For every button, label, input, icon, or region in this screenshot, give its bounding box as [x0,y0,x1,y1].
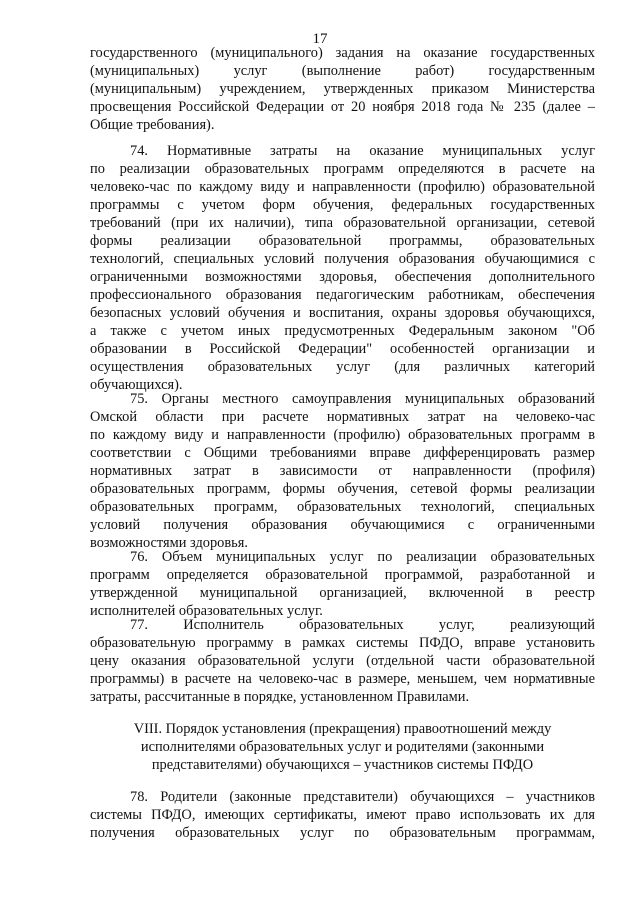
text-line: программы) в расчете на человеко-час в размере, меньшем, чем нормативные [90,671,595,687]
text-line: безопасных условий обучения и воспитания, охраны здоровья обучающихся, [90,305,595,321]
text-line: образовательных программ, формы обучения, сетевой формы реализации [90,481,595,497]
text-line: государственного (муниципального) задания на оказание государственных [90,45,595,61]
text-line: исполнителей образовательных услуг. [90,603,323,619]
text-line: ограниченными возможностями здоровья, обеспечения дополнительного [90,269,595,285]
section-heading-line: представителями) обучающихся – участников системы ПФДО [151,757,534,773]
text-line: (муниципальных) услуг (выполнение работ) государственным [90,63,595,79]
text-line: 75. Органы местного самоуправления муниципальных образований [130,391,595,407]
text-line: требований (при их наличии), типа образовательной организации, сетевой [90,215,595,231]
section-heading-line: исполнителями образовательных услуг и родителями (законными [140,739,545,755]
text-line: а также с учетом иных предусмотренных Федеральным законом "Об [90,323,595,339]
text-line: 78. Родители (законные представители) обучающихся – участников [130,789,595,805]
text-line: профессионального образования педагогическим работникам, обеспечения [90,287,595,303]
text-line: по реализации образовательных программ определяются в расчете на [90,161,595,177]
text-line: нормативных затрат в зависимости от направленности (профиля) [90,463,595,479]
text-line: системы ПФДО, имеющих сертификаты, имеют право использовать их для [90,807,595,823]
page-number: 17 [312,31,328,47]
text-line: технологий, специальных условий получения образования обучающимися с [90,251,595,267]
text-line: программ определяется образовательной программой, разработанной и [90,567,595,583]
text-line: Омской области при расчете нормативных затрат на человеко-час [90,409,595,425]
text-line: программы с учетом форм обучения, федеральных государственных [90,197,595,213]
text-line: образовательных программ, образовательных технологий, специальных [90,499,595,515]
text-line: 76. Объем муниципальных услуг по реализации образовательных [130,549,595,565]
text-line: обучающихся). [90,377,183,393]
text-line: цену оказания образовательной услуги (отдельной части образовательной [90,653,595,669]
text-line: Общие требования). [90,117,215,133]
text-line: соответствии с Общими требованиями вправе дифференцировать размер [90,445,595,461]
text-line: формы реализации образовательной программы, образовательных [90,233,595,249]
text-line: получения образовательных услуг по образовательным программам, [90,825,595,841]
text-line: образовании в Российской Федерации" особенностей организации и [90,341,595,357]
text-line: 77. Исполнитель образовательных услуг, реализующий [130,617,595,633]
text-line: (муниципальным) учреждением, утвержденных приказом Министерства [90,81,595,97]
text-line: затраты, рассчитанные в порядке, установленном Правилами. [90,689,470,705]
text-line: возможностями здоровья. [90,535,248,551]
text-line: 74. Нормативные затраты на оказание муниципальных услуг [130,143,595,159]
text-line: образовательную программу в рамках системы ПФДО, вправе установить [90,635,595,651]
text-line: условий получения образования обучающимися с ограниченными [90,517,595,533]
text-line: по каждому виду и направленности (профилю) образовательных программ в [90,427,595,443]
text-line: осуществления образовательных услуг (для различных категорий [90,359,595,375]
text-line: человеко-час по каждому виду и направленности (профилю) образовательной [90,179,595,195]
text-line: просвещения Российской Федерации от 20 ноября 2018 года № 235 (далее – [90,99,595,115]
text-line: утвержденной муниципальной организацией, включенной в реестр [90,585,595,601]
section-heading-line: VIII. Порядок установления (прекращения) правоотношений между [133,721,552,737]
